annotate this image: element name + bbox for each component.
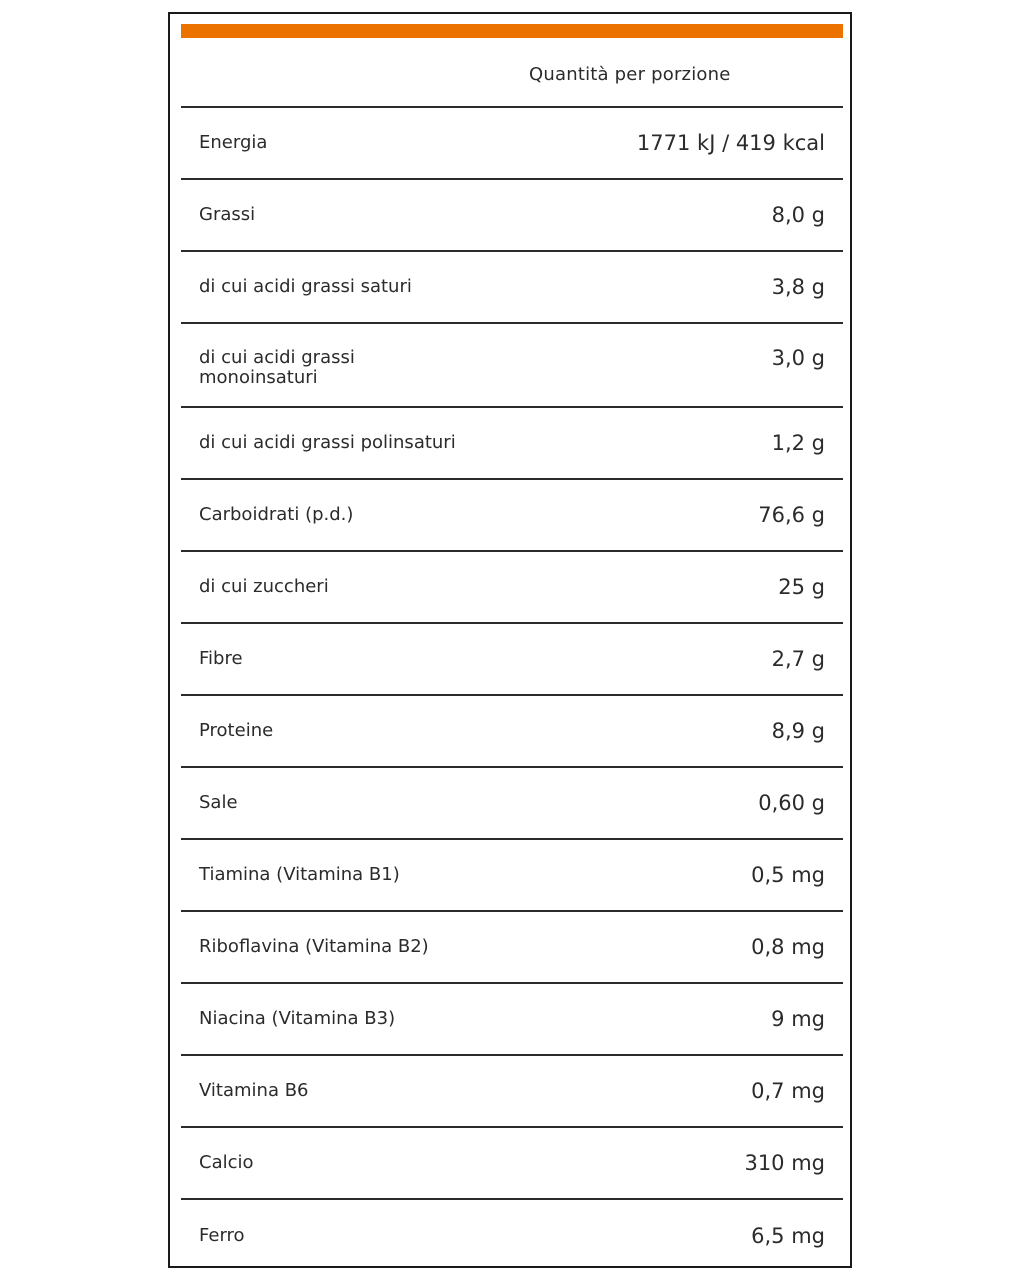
- row-label: Riboflavina (Vitamina B2): [199, 936, 429, 957]
- row-label: Niacina (Vitamina B3): [199, 1008, 396, 1029]
- row-value: 8,9 g: [771, 719, 825, 743]
- table-row-zuccheri: [181, 552, 843, 624]
- table-row-proteine: [181, 696, 843, 768]
- row-value: 0,7 mg: [751, 1079, 825, 1103]
- table-row-carboidrati: [181, 480, 843, 552]
- table-row-fibre: [181, 624, 843, 696]
- row-value: 0,8 mg: [751, 935, 825, 959]
- table-row-vitamina-b6: [181, 1056, 843, 1128]
- row-value: 76,6 g: [758, 503, 825, 527]
- row-label: Tiamina (Vitamina B1): [199, 864, 400, 885]
- row-value: 25 g: [778, 575, 825, 599]
- row-value: 2,7 g: [771, 647, 825, 671]
- row-label: Grassi: [199, 204, 256, 225]
- row-value: 0,5 mg: [751, 863, 825, 887]
- table-row-sale: [181, 768, 843, 840]
- row-value: 1,2 g: [771, 431, 825, 455]
- nutrition-table-frame: [168, 12, 852, 1268]
- row-label: Calcio: [199, 1152, 254, 1173]
- table-row-grassi: [181, 180, 843, 252]
- row-label: di cui zuccheri: [199, 576, 329, 597]
- nutrition-table: [181, 24, 843, 1272]
- row-value: 8,0 g: [771, 203, 825, 227]
- header-column-label: Quantità per porzione: [529, 64, 731, 85]
- table-row-saturi: [181, 252, 843, 324]
- table-row-niacina: [181, 984, 843, 1056]
- table-row-riboflavina: [181, 912, 843, 984]
- table-row-calcio: [181, 1128, 843, 1200]
- table-row-tiamina: [181, 840, 843, 912]
- row-label: Ferro: [199, 1225, 245, 1246]
- row-value: 3,8 g: [771, 275, 825, 299]
- table-row-monoinsaturi: [181, 324, 843, 408]
- row-value: 1771 kJ / 419 kcal: [636, 131, 825, 155]
- row-label: Energia: [199, 132, 268, 153]
- row-label: di cui acidi grassi monoinsaturi: [199, 347, 355, 388]
- row-label: Vitamina B6: [199, 1080, 309, 1101]
- table-row-ferro: [181, 1200, 843, 1272]
- accent-bar: [181, 24, 843, 38]
- row-value: 3,0 g: [771, 346, 825, 370]
- row-label: di cui acidi grassi polinsaturi: [199, 432, 456, 453]
- row-label: di cui acidi grassi saturi: [199, 276, 412, 297]
- row-label: Proteine: [199, 720, 274, 741]
- row-value: 9 mg: [771, 1007, 825, 1031]
- row-value: 310 mg: [744, 1151, 825, 1175]
- row-label: Fibre: [199, 648, 243, 669]
- table-header: [181, 38, 843, 108]
- row-label: Sale: [199, 792, 238, 813]
- row-label: Carboidrati (p.d.): [199, 504, 354, 525]
- table-row-polinsaturi: [181, 408, 843, 480]
- table-row-energia: [181, 108, 843, 180]
- row-value: 6,5 mg: [751, 1224, 825, 1248]
- row-value: 0,60 g: [758, 791, 825, 815]
